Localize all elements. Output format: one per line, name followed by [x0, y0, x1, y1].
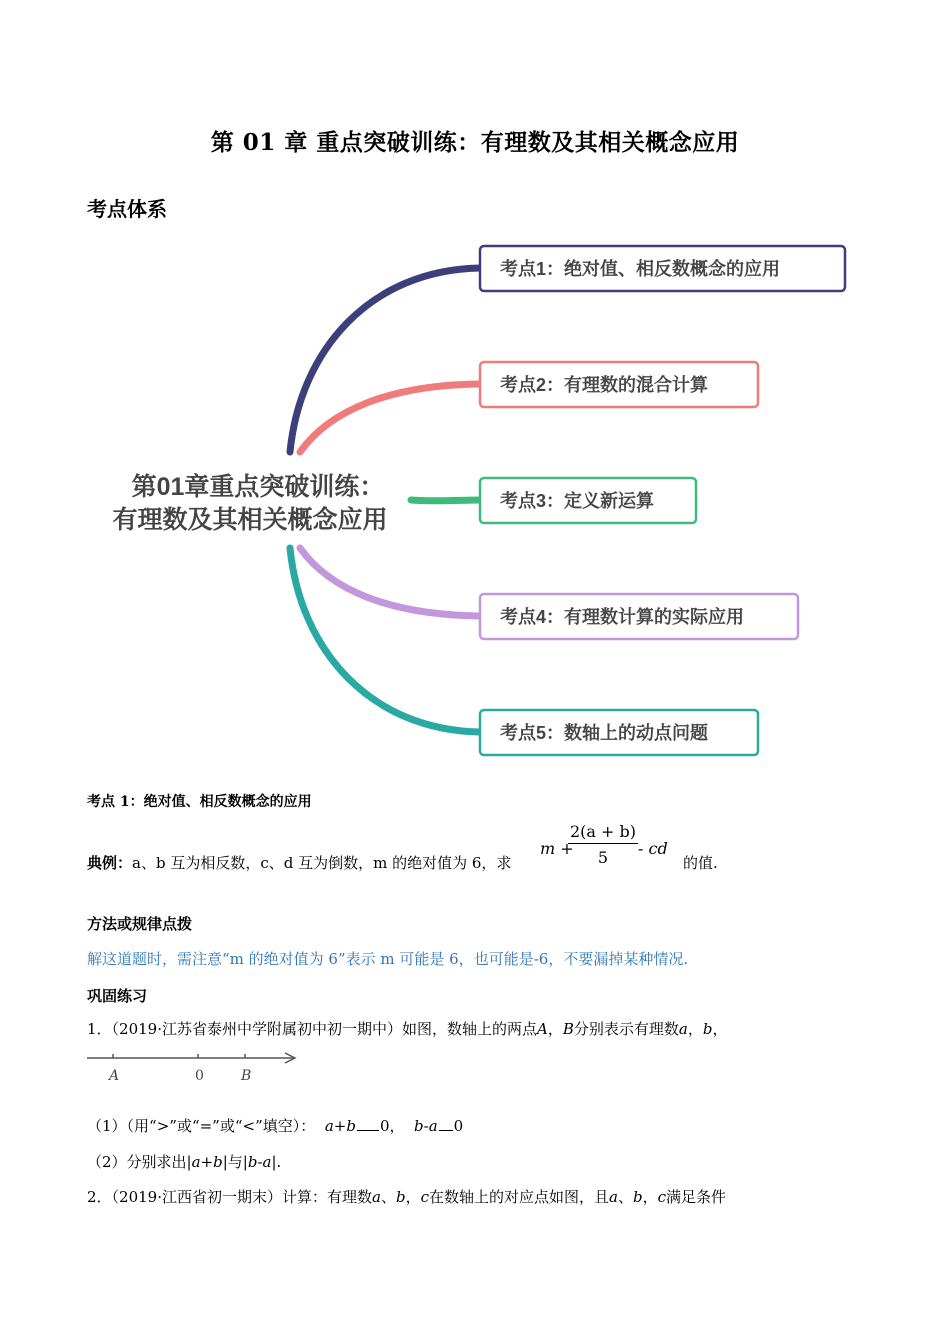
branch-label-2: 考点2：有理数的混合计算 — [500, 375, 709, 395]
label-B: B — [241, 1068, 252, 1084]
branch-label-3: 考点3：定义新运算 — [500, 491, 655, 511]
formula-m: m + — [540, 839, 574, 858]
branch-curve-5 — [290, 548, 480, 732]
question-2 — [87, 1186, 726, 1207]
q2-var: a — [372, 1188, 381, 1206]
branch-label-4: 考点4：有理数计算的实际应用 — [500, 607, 745, 627]
branch-label-1: 考点1：绝对值、相反数概念的应用 — [500, 259, 781, 279]
q1-number: 1． — [87, 1020, 112, 1038]
branch-curve-3 — [411, 500, 480, 501]
q2-sep: 、 — [380, 1188, 396, 1206]
blank-1[interactable] — [357, 1116, 379, 1131]
q1-part1 — [87, 1115, 463, 1136]
branch-curve-4 — [300, 548, 480, 616]
q1-text: （2019·江苏省泰州中学附属初中初一期中）如图，数轴上的两点 — [111, 1020, 537, 1038]
q2-var: b — [395, 1188, 406, 1206]
blank-2[interactable] — [439, 1116, 453, 1131]
example-suffix: 的值. — [683, 854, 718, 872]
example-text: a、b 互为相反数，c、d 互为倒数，m 的绝对值为 6，求 — [132, 854, 512, 872]
practice-heading: 巩固练习 — [87, 987, 148, 1005]
formula-fraction — [568, 822, 638, 867]
part1-prefix: （1）（用“>”或“=”或“<”填空）： — [87, 1117, 316, 1135]
part2-end: |. — [271, 1153, 282, 1171]
q2-var: c — [420, 1188, 429, 1206]
q1-B: B — [562, 1020, 574, 1038]
q2-mid: 在数轴上的对应点如图，且 — [429, 1188, 610, 1206]
example-label: 典例： — [87, 854, 133, 872]
formula-denominator: 5 — [597, 848, 609, 867]
label-0: 0 — [195, 1068, 204, 1084]
part2-prefix: （2）分别求出| — [87, 1153, 192, 1171]
q2-sep: ， — [642, 1188, 658, 1206]
section-heading: 考点体系 — [87, 197, 167, 221]
page-title: 第 01 章 重点突破训练：有理数及其相关概念应用 — [210, 129, 740, 156]
q1-comma: ， — [712, 1020, 728, 1038]
q2-end: 满足条件 — [666, 1188, 727, 1206]
branch-curve-2 — [300, 384, 480, 452]
part2-expr1: a+b — [191, 1153, 223, 1171]
kaodian1-heading: 考点 1：绝对值、相反数概念的应用 — [87, 794, 312, 810]
number-line — [85, 1048, 305, 1088]
method-heading: 方法或规律点拨 — [87, 915, 193, 933]
branch-label-5: 考点5：数轴上的动点问题 — [500, 723, 709, 743]
part1-zero2: 0 — [453, 1117, 464, 1135]
q1-comma: ， — [687, 1020, 703, 1038]
branch-curve-1 — [290, 268, 480, 452]
q1-part2 — [87, 1151, 281, 1172]
q1-b: b — [702, 1020, 713, 1038]
q2-var: b — [632, 1188, 643, 1206]
formula — [538, 822, 678, 872]
part2-mid: |与| — [222, 1153, 248, 1171]
part1-expr1: a+b — [324, 1117, 356, 1135]
formula-numerator: 2(a + b) — [568, 822, 638, 844]
q2-var: a — [609, 1188, 618, 1206]
q1-A: A — [537, 1020, 548, 1038]
q1-mid: 分别表示有理数 — [573, 1020, 679, 1038]
q2-sep: 、 — [617, 1188, 633, 1206]
q2-var: c — [657, 1188, 667, 1206]
method-text: 解这道题时，需注意“m 的绝对值为 6”表示 m 可能是 6，也可能是-6，不要漏掉某种情况. — [87, 950, 689, 968]
mindmap-center-line2: 有理数及其相关概念应用 — [112, 506, 388, 534]
mindmap-center-line1: 第01章重点突破训练： — [131, 473, 385, 501]
q2-text: （2019·江西省初一期末）计算：有理数 — [111, 1188, 372, 1206]
label-A: A — [109, 1068, 120, 1084]
mind-map — [0, 230, 950, 770]
q2-sep: ， — [405, 1188, 421, 1206]
q2-number: 2． — [87, 1188, 112, 1206]
q1-comma: ， — [547, 1020, 563, 1038]
question-1 — [87, 1018, 728, 1039]
part1-expr2: b-a — [414, 1117, 438, 1135]
part2-expr2: b-a — [247, 1153, 272, 1171]
part1-zero1: 0， — [379, 1117, 405, 1135]
example-line — [87, 852, 511, 873]
formula-tail: - cd — [638, 839, 668, 858]
q1-a: a — [678, 1020, 688, 1038]
